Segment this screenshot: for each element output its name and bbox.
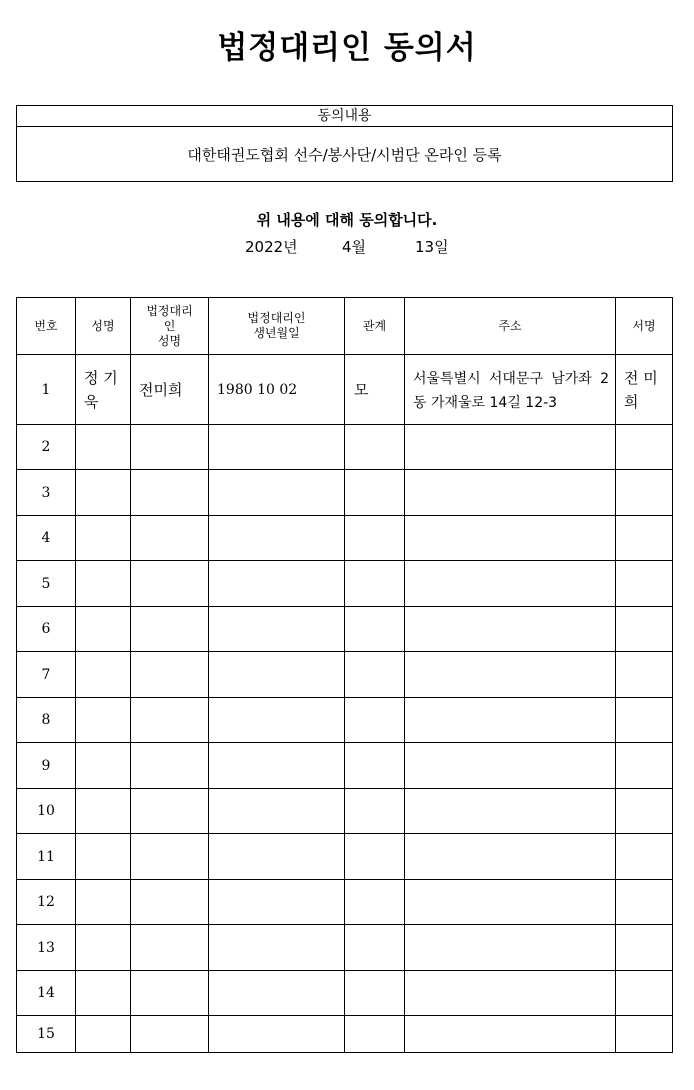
empty-cell — [76, 925, 131, 971]
empty-cell — [209, 470, 345, 516]
empty-cell — [616, 698, 673, 743]
empty-cell — [76, 425, 131, 470]
empty-cell — [616, 652, 673, 698]
empty-cell — [76, 607, 131, 652]
empty-cell — [405, 925, 616, 971]
empty-cell — [345, 607, 405, 652]
empty-cell — [209, 743, 345, 789]
empty-cell — [345, 789, 405, 834]
row-number: 1 — [17, 355, 76, 425]
empty-cell — [131, 743, 209, 789]
signature-line2: 희 — [624, 392, 639, 411]
consent-header: 동의내용 — [17, 106, 672, 127]
table-row — [17, 561, 673, 607]
empty-cell — [405, 607, 616, 652]
empty-cell — [131, 880, 209, 925]
empty-cell — [405, 743, 616, 789]
empty-cell — [76, 698, 131, 743]
empty-cell — [209, 789, 345, 834]
row-number: 13 — [17, 925, 76, 971]
empty-cell — [616, 425, 673, 470]
table-row — [17, 425, 673, 470]
row-number: 4 — [17, 516, 76, 561]
table-row — [17, 971, 673, 1016]
athlete-name — [76, 355, 131, 425]
row-number: 7 — [17, 652, 76, 698]
empty-cell — [616, 834, 673, 880]
table-row — [17, 743, 673, 789]
empty-cell — [616, 925, 673, 971]
empty-cell — [345, 1016, 405, 1053]
row-number: 6 — [17, 607, 76, 652]
empty-cell — [76, 1016, 131, 1053]
row-number: 11 — [17, 834, 76, 880]
consent-content: 대한태권도협회 선수/봉사단/시범단 온라인 등록 — [187, 146, 502, 164]
empty-cell — [405, 834, 616, 880]
empty-cell — [209, 925, 345, 971]
guardian-birthdate: 1980 10 02 — [209, 355, 345, 425]
relationship: 모 — [345, 355, 405, 425]
empty-cell — [616, 561, 673, 607]
date-day: 13일 — [415, 238, 449, 256]
empty-cell — [616, 516, 673, 561]
row-number: 15 — [17, 1016, 76, 1053]
empty-cell — [345, 470, 405, 516]
empty-cell — [76, 834, 131, 880]
empty-cell — [345, 743, 405, 789]
empty-cell — [131, 698, 209, 743]
empty-cell — [131, 789, 209, 834]
header-address: 주소 — [405, 298, 616, 355]
empty-cell — [345, 652, 405, 698]
empty-cell — [345, 834, 405, 880]
row-number: 5 — [17, 561, 76, 607]
guardian-table — [16, 297, 673, 1053]
row-number: 8 — [17, 698, 76, 743]
header-relation: 관계 — [345, 298, 405, 355]
empty-cell — [616, 607, 673, 652]
header-name: 성명 — [76, 298, 131, 355]
empty-cell — [405, 425, 616, 470]
empty-cell — [209, 425, 345, 470]
empty-cell — [76, 743, 131, 789]
empty-cell — [209, 880, 345, 925]
empty-cell — [405, 1016, 616, 1053]
table-row — [17, 880, 673, 925]
empty-cell — [345, 880, 405, 925]
address: 서울특별시 서대문구 남가좌 2동 가재울로 14길 12-3 — [405, 355, 616, 425]
row-number: 14 — [17, 971, 76, 1016]
row-number: 9 — [17, 743, 76, 789]
athlete-name-line2: 욱 — [84, 392, 99, 411]
empty-cell — [405, 698, 616, 743]
empty-cell — [131, 971, 209, 1016]
table-row — [17, 789, 673, 834]
empty-cell — [209, 652, 345, 698]
empty-cell — [209, 971, 345, 1016]
table-row — [17, 516, 673, 561]
signature-line1: 전 미 — [624, 368, 658, 387]
row-number: 10 — [17, 789, 76, 834]
empty-cell — [76, 561, 131, 607]
header-rep-name-line2: 인 — [163, 318, 176, 333]
empty-cell — [131, 470, 209, 516]
date-month: 4월 — [342, 238, 367, 256]
guardian-name: 전미희 — [131, 355, 209, 425]
empty-cell — [405, 652, 616, 698]
empty-cell — [345, 698, 405, 743]
empty-cell — [209, 607, 345, 652]
table-row — [17, 698, 673, 743]
consent-box — [16, 105, 673, 182]
empty-cell — [345, 561, 405, 607]
empty-cell — [76, 789, 131, 834]
header-rep-name-line1: 법정대리 — [146, 303, 193, 318]
empty-cell — [616, 880, 673, 925]
table-row — [17, 834, 673, 880]
header-rep-birth — [209, 298, 345, 355]
document-title: 법정대리인 동의서 — [217, 30, 477, 66]
empty-cell — [76, 971, 131, 1016]
empty-cell — [209, 1016, 345, 1053]
empty-cell — [616, 743, 673, 789]
empty-cell — [209, 698, 345, 743]
empty-cell — [209, 516, 345, 561]
empty-cell — [76, 652, 131, 698]
empty-cell — [209, 561, 345, 607]
empty-cell — [209, 834, 345, 880]
row-number: 2 — [17, 425, 76, 470]
empty-cell — [76, 470, 131, 516]
empty-cell — [405, 470, 616, 516]
header-rep-name-line3: 성명 — [157, 333, 182, 348]
date-year: 2022년 — [245, 238, 298, 256]
empty-cell — [131, 425, 209, 470]
empty-cell — [405, 789, 616, 834]
athlete-name-line1: 정 기 — [84, 368, 118, 387]
header-rep-birth-line2: 생년월일 — [253, 326, 300, 340]
empty-cell — [345, 516, 405, 561]
empty-cell — [405, 561, 616, 607]
header-signature: 서명 — [616, 298, 673, 355]
table-row — [17, 925, 673, 971]
empty-cell — [345, 971, 405, 1016]
empty-cell — [616, 971, 673, 1016]
table-row — [17, 607, 673, 652]
header-rep-name — [131, 298, 209, 355]
empty-cell — [131, 1016, 209, 1053]
empty-cell — [405, 880, 616, 925]
table-header-row — [17, 298, 673, 355]
empty-cell — [76, 516, 131, 561]
table-row — [17, 652, 673, 698]
row-number: 3 — [17, 470, 76, 516]
empty-cell — [131, 652, 209, 698]
agreement-statement: 위 내용에 대해 동의합니다. — [256, 211, 438, 229]
empty-cell — [345, 925, 405, 971]
table-row — [17, 1016, 673, 1053]
table-row — [17, 355, 673, 425]
empty-cell — [76, 880, 131, 925]
empty-cell — [405, 516, 616, 561]
row-number: 12 — [17, 880, 76, 925]
signature — [616, 355, 673, 425]
empty-cell — [616, 1016, 673, 1053]
empty-cell — [345, 425, 405, 470]
header-rep-birth-line1: 법정대리인 — [247, 311, 306, 325]
empty-cell — [405, 971, 616, 1016]
empty-cell — [131, 516, 209, 561]
header-no: 번호 — [17, 298, 76, 355]
empty-cell — [616, 789, 673, 834]
empty-cell — [131, 561, 209, 607]
empty-cell — [131, 925, 209, 971]
empty-cell — [131, 834, 209, 880]
table-row — [17, 470, 673, 516]
empty-cell — [616, 470, 673, 516]
empty-cell — [131, 607, 209, 652]
